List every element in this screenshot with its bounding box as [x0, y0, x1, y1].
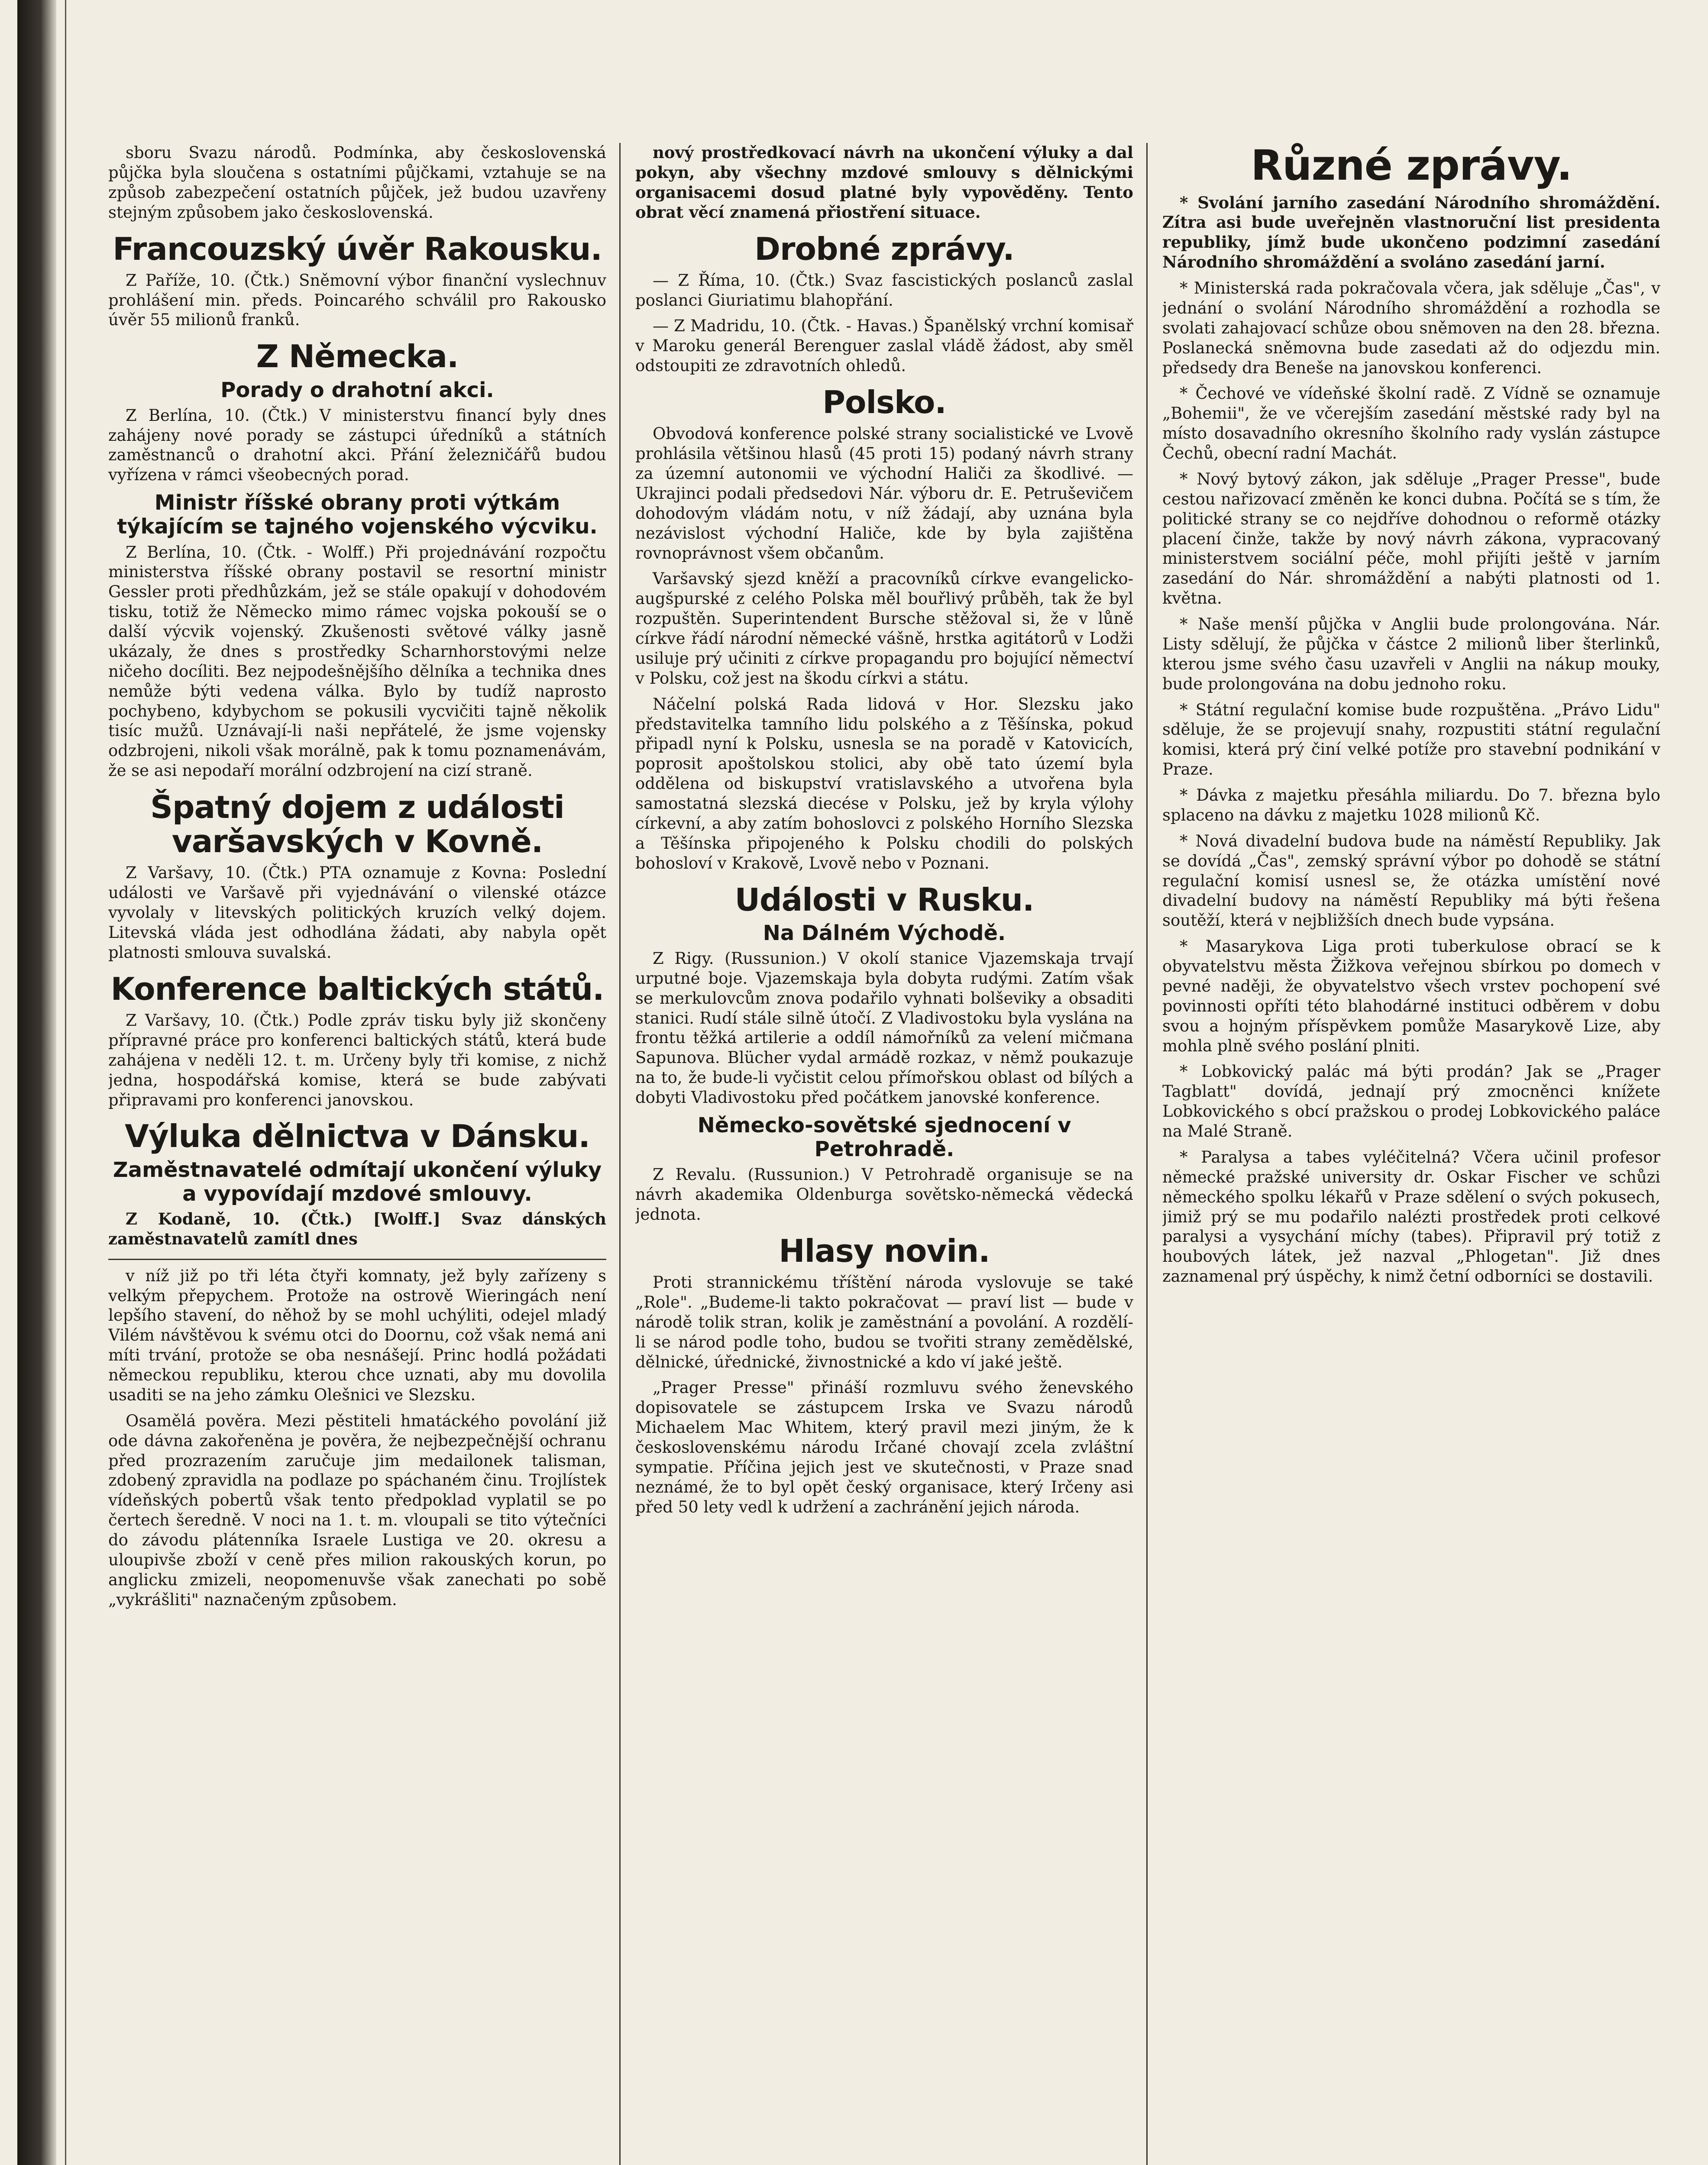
headline-germany: Z Německa.: [256, 338, 459, 375]
article-paralysa: * Paralysa a tabes vyléčitelná? Včera učinil profesor německé pražské university dr. Oskar Fischer ve schůzi německého spolku lékařů v Praze sdělení o svých pokusech, jimiž prý se mu podařilo nalézti prostředek proti celkové paralysi a vysychání míchy (tabes). Připravil prý totiž z houbových látek, jež nazval „Phlogetan". Již dnes zaznamenal prý úspěchy, k nimž četní odborníci se dostavili.: [1162, 1147, 1660, 1286]
article-pujcka: * Naše menší půjčka v Anglii bude prolongována. Nár. Listy sdělují, že půjčka v částce 2 milionů liber šterlinků, kterou jsme svého času uzavřeli v Anglii na nákup mouky, bude prolongována na dobu jednoho roku.: [1162, 615, 1660, 693]
article-poland-2: Varšavský sjezd kněží a pracovníků církve evangelicko-augšpurské z celého Polska měl bouřlivý průběh, tak že byl rozpuštěn. Superintendent Bursche stěžoval si, že v lůně církve řádí národní německé vášně, hrstka agitátorů v Lodži usiluje prý učiniti z církve propagandu pro bojující němectví v Polsku, což jest na škodu církvi a státu.: [635, 569, 1133, 688]
article-lobkowicz: * Lobkovický palác má býti prodán? Jak se „Prager Tagblatt" dovídá, jednají prý zmocněnci knížete Lobkovického s obcí pražskou o prodej Lobkovického paláce na Malé Straně.: [1162, 1062, 1660, 1141]
article-russia: Z Rigy. (Russunion.) V okolí stanice Vjazemskaja trvají urputné boje. Vjazemskaja byla dobyta rudými. Zatím však se merkulovcům znova podařilo vyhnati bolševiky a obsaditi stanici. Rudí stále silně útočí. Z Vladivostoku byla vyslána na frontu těžká artilerie a oddíl námořníků za velení mičmana Sapunova. Blücher vydal armádě rozkaz, v němž poukazuje na to, že bude-li vyčistit celou přímořskou oblast od bílých a dobyti Vladivostoku před počátkem janovské konference.: [635, 949, 1133, 1107]
headline-drobne: Drobné zprávy.: [754, 230, 1014, 267]
article-poland-3: Náčelní polská Rada lidová v Hor. Slezsku jako představitelka tamního lidu polského a z Těšínska, pokud připadl nyní k Polsku, usnesla se na poradě v Katovicích, poprosit apoštolskou stolici, aby obě tato území byla oddělena od biskupství vratislavského a utvořena byla samostatná slezská diecése v Polsku, jež by kryla výlohy církevní, a aby zatím bohoslovci z polského Horního Slezska a Těšínska připojeného k Polsku chodili do polských bohosloví v Krakově, Lvově nebo v Poznani.: [635, 695, 1133, 872]
column-2: [635, 143, 1148, 2165]
subhead-denmark: Zaměstnavatelé odmítají ukončení výluky a vypovídají mzdové smlouvy.: [113, 1157, 602, 1206]
subhead-russia: Na Dálném Východě.: [763, 921, 1006, 945]
headline-hlasy: Hlasy novin.: [779, 1232, 990, 1269]
article-madrid: — Z Madridu, 10. (Čtk. - Havas.) Španělský vrchní komisař v Maroku generál Berenguer zaslal vládě žádost, aby směl odstoupiti ze zdravotních ohledů.: [635, 317, 1133, 375]
article-hlasy-2: „Prager Presse" přináší rozmluvu svého ženevského dopisovatele se zástupcem Irska ve Svazu národů Michaelem Mac Whitem, který pravil mezi jiným, že k československému národu Irčané chovají zcela zvláštní sympatie. Příčina jejich jest ve skutečnosti, v Praze snad neznámé, že to byl opět český organisace, který Irčeny asi před 50 lety vedl k udržení a zachránění jejich národa.: [635, 1378, 1133, 1516]
divider-rule: [108, 1259, 606, 1260]
column-1: [108, 143, 621, 2165]
column-container: [108, 143, 1660, 2165]
binding-fold-shadow: [17, 0, 56, 2165]
headline-poland: Polsko.: [822, 384, 946, 421]
article-france: Z Paříže, 10. (Čtk.) Sněmovní výbor finanční vyslechnuv prohlášení min. předs. Poincarého schválil pro Rakousko úvěr 55 milionů franků.: [108, 271, 606, 330]
article-ministr: * Ministerská rada pokračovala včera, jak sděluje „Čas", v jednání o svolání Národního shromáždění a rozhodla se svolati zahajovací schůze obou sněmoven na den 28. března. Poslanecká sněmovna bude zasedati až do odjezdu min. předsedy dra Beneše na janovskou konferenci.: [1162, 279, 1660, 377]
article-continuation-denmark: nový prostředkovací návrh na ukončení výluky a dal pokyn, aby všechny mzdové smlouvy s dělnickými organisacemi dosud platné byly vypověděny. Tento obrat věcí znamená přiostření situace.: [635, 143, 1133, 222]
column-3: [1162, 143, 1660, 2165]
article-baltic: Z Varšavy, 10. (Čtk.) Podle zpráv tisku byly již skončeny přípravné práce pro konferenci baltických států, která bude zahájena v neděli 12. t. m. Určeny byly tři komise, z nichž jedna, hospodářská komise, která se bude zabývati připravami pro konferenci janovskou.: [108, 1011, 606, 1109]
article-germany: Z Berlína, 10. (Čtk.) V ministerstvu financí byly dnes zahájeny nové porady se zástupci úředníků a státních zaměstnanců o drahotní akci. Přání železničářů budou vyřízena v rámci všeobecných porad.: [108, 406, 606, 485]
article-svolani: * Svolání jarního zasedání Národního shromáždění. Zítra asi bude uveřejněn vlastnoruční list presidenta republiky, jímž bude ukončeno podzimní zasedání Národního shromáždění a svoláno zasedání jarní.: [1162, 193, 1660, 272]
article-divadlo: * Nová divadelní budova bude na náměstí Republiky. Jak se dovídá „Čas", zemský správní výbor po dohodě se státní regulační komisí usnesl se, že otázka umístění nové divadelní budovy na náměstí Republiky má býti řešena soutěží, která v nejbližších dnech bude vypsána.: [1162, 831, 1660, 930]
article-davka: * Dávka z majetku přesáhla miliardu. Do 7. března bylo splaceno na dávku z majetku 1028 milionů Kč.: [1162, 786, 1660, 824]
subhead-germany: Porady o drahotní akci.: [220, 378, 494, 402]
headline-gessler: Ministr říšské obrany proti výtkám týkajícím se tajného vojenského výcviku.: [117, 491, 598, 539]
article-gessler: Z Berlína, 10. (Čtk. - Wolff.) Při projednávání rozpočtu ministerstva říšské obrany postavil se resortní ministr Gessler proti předhůzkám, jež se stále opakují v dohodovém tisku, totiž že Německo mimo rámec vojska pokouší se o další výcvik vojenský. Zkušenosti světové války jasně ukázaly, že dnes s prostředky Scharnhorstovými nelze ničeho docíliti. Bez nejpodešnějšího dělníka a technika dnes nemůže býti vedena válka. Bylo by tudíž naprosto pochybeno, kdybychom se pokusili vycvičiti tajně několik tisíc mužů. Uznávají-li naši nepřátelé, že jsme vojensky odzbrojeni, nikoli však morálně, pak k tomu poznamenávám, že se asi nepodaří morální odzbrojení na cizí straně.: [108, 543, 606, 780]
article-regulace: * Státní regulační komise bude rozpuštěna. „Právo Lidu" sděluje, že se projevují snahy, rozpustiti státní regulační komisi, která prý činí velké potíže pro stavební podnikání v Praze.: [1162, 700, 1660, 779]
article-kaunas: Z Varšavy, 10. (Čtk.) PTA oznamuje z Kovna: Poslední události ve Varšavě při vyjednávání o vilenské otázce vyvolaly v litevských politických kruzích velký dojem. Litevská vláda jest odhodlána žádati, aby nabyla opět platnosti smlouva suvalská.: [108, 863, 606, 962]
headline-kaunas: Špatný dojem z události varšavských v Kovně.: [150, 789, 564, 860]
article-hlasy-1: Proti strannickému tříštění národa vyslovuje se také „Role". „Budeme-li takto pokračovat — praví list — bude v národě tolik stran, kolik je zaměstnání a povolání. A rozdělí-li se národ podle toho, budou se tvořiti strany zemědělské, dělnické, úřednické, živnostnické a kdo ví jaké ještě.: [635, 1273, 1133, 1371]
binding-stripe: [65, 0, 66, 2165]
article-continuation-svaz: sboru Svazu národů. Podmínka, aby československá půjčka byla sloučena s ostatními půjčkami, vztahuje se na způsob zabezpečení ostatních půjček, jež budou uzavřeny stejným způsobem jako československá.: [108, 143, 606, 222]
article-superstition: Osamělá pověra. Mezi pěstiteli hmatáckého povolání již ode dávna zakořeněna je pověra, že nejbezpečnější ochranu před prozrazením zaručuje jim medailonek talisman, zdobený zpravidla na podlaze po spáchaném činu. Trojlístek vídeňských pobertů však tento předpoklad vyplatil se po čertech šeredně. V noci na 1. t. m. vloupali se tito výtečníci do závodu plátenníka Israele Lustiga ve 20. okresu a uloupivše zboží v ceně přes milion rakouských korun, po anglicku zmizeli, neopomenuvše však zanechati po sobě „vykrášliti" naznačeným způsobem.: [108, 1411, 606, 1609]
subhead-petrograd: Německo-sovětské sjednocení v Petrohradě.: [697, 1113, 1071, 1162]
article-denmark: Z Kodaně, 10. (Čtk.) [Wolff.] Svaz dánských zaměstnavatelů zamítl dnes: [108, 1209, 606, 1248]
headline-ruzne: Různé zprávy.: [1251, 143, 1572, 190]
headline-russia: Události v Rusku.: [734, 881, 1034, 918]
article-masaryk: * Masarykova Liga proti tuberkulose obrací se k obyvatelstvu města Žižkova veřejnou sbírkou po domech v pevné naději, že obyvatelstvo všech vrstev pochopení své povinnosti opříti této blahodárné instituci odběrem v dobu svou a hojným příspěvkem pomůže Masarykově Lize, aby mohla plně svého poslání plniti.: [1162, 937, 1660, 1055]
article-rome: — Z Říma, 10. (Čtk.) Svaz fascistických poslanců zaslal poslanci Giuriatimu blahopřání.: [635, 271, 1133, 310]
headline-baltic: Konference baltických států.: [110, 970, 604, 1007]
article-wilhelm: v níž již po tři léta čtyři komnaty, jež byly zařízeny s velkým přepychem. Protože na ostrově Wieringách není lepšího stavení, do něhož by se mohl uchýliti, odejel mladý Vilém návštěvou k svému otci do Doornu, což však nemá ani míti trvání, protože se oba nesnášejí. Princ hodlá požádati německou republiku, kterou chce uznati, aby mu dovolila usaditi se na jeho zámku Olešnici ve Slezsku.: [108, 1266, 606, 1404]
article-poland-1: Obvodová konference polské strany socialistické ve Lvově prohlásila většinou hlasů (45 proti 15) podaný návrh strany za územní autonomii ve východní Haliči za škodlivé. — Ukrajinci podali předsedovi Nár. výboru dr. E. Petruševičem dohodovým vládám notu, v níž žádají, aby uznána byla nezávislost východní Haliče, kde by byla zajištěna rovnoprávnost všem občanům.: [635, 424, 1133, 562]
article-bytovy: * Nový bytový zákon, jak sděluje „Prager Presse", bude cestou nařizovací změněn ke konci dubna. Počítá se s tím, že politické strany se co nejdříve dohodnou o reformě otázky placení činže, takže by nový návrh zákona, vypracovaný ministerstvem sociální péče, mohl přijíti ještě v jarním zasedání do Nár. shromáždění a nabýti platnosti od 1. května.: [1162, 469, 1660, 608]
headline-denmark: Výluka dělnictva v Dánsku.: [125, 1118, 590, 1155]
article-petrograd: Z Revalu. (Russunion.) V Petrohradě organisuje se na návrh akademika Oldenburga sovětsko-německá vědecká jednota.: [635, 1165, 1133, 1224]
article-cechove: * Čechové ve vídeňské školní radě. Z Vídně se oznamuje „Bohemii", že ve včerejším zasedání městské rady byl na místo dosavadního okresního školního rady vyslán zástupce Čechů, obecní radní Machát.: [1162, 384, 1660, 463]
headline-france: Francouzský úvěr Rakousku.: [113, 230, 602, 267]
